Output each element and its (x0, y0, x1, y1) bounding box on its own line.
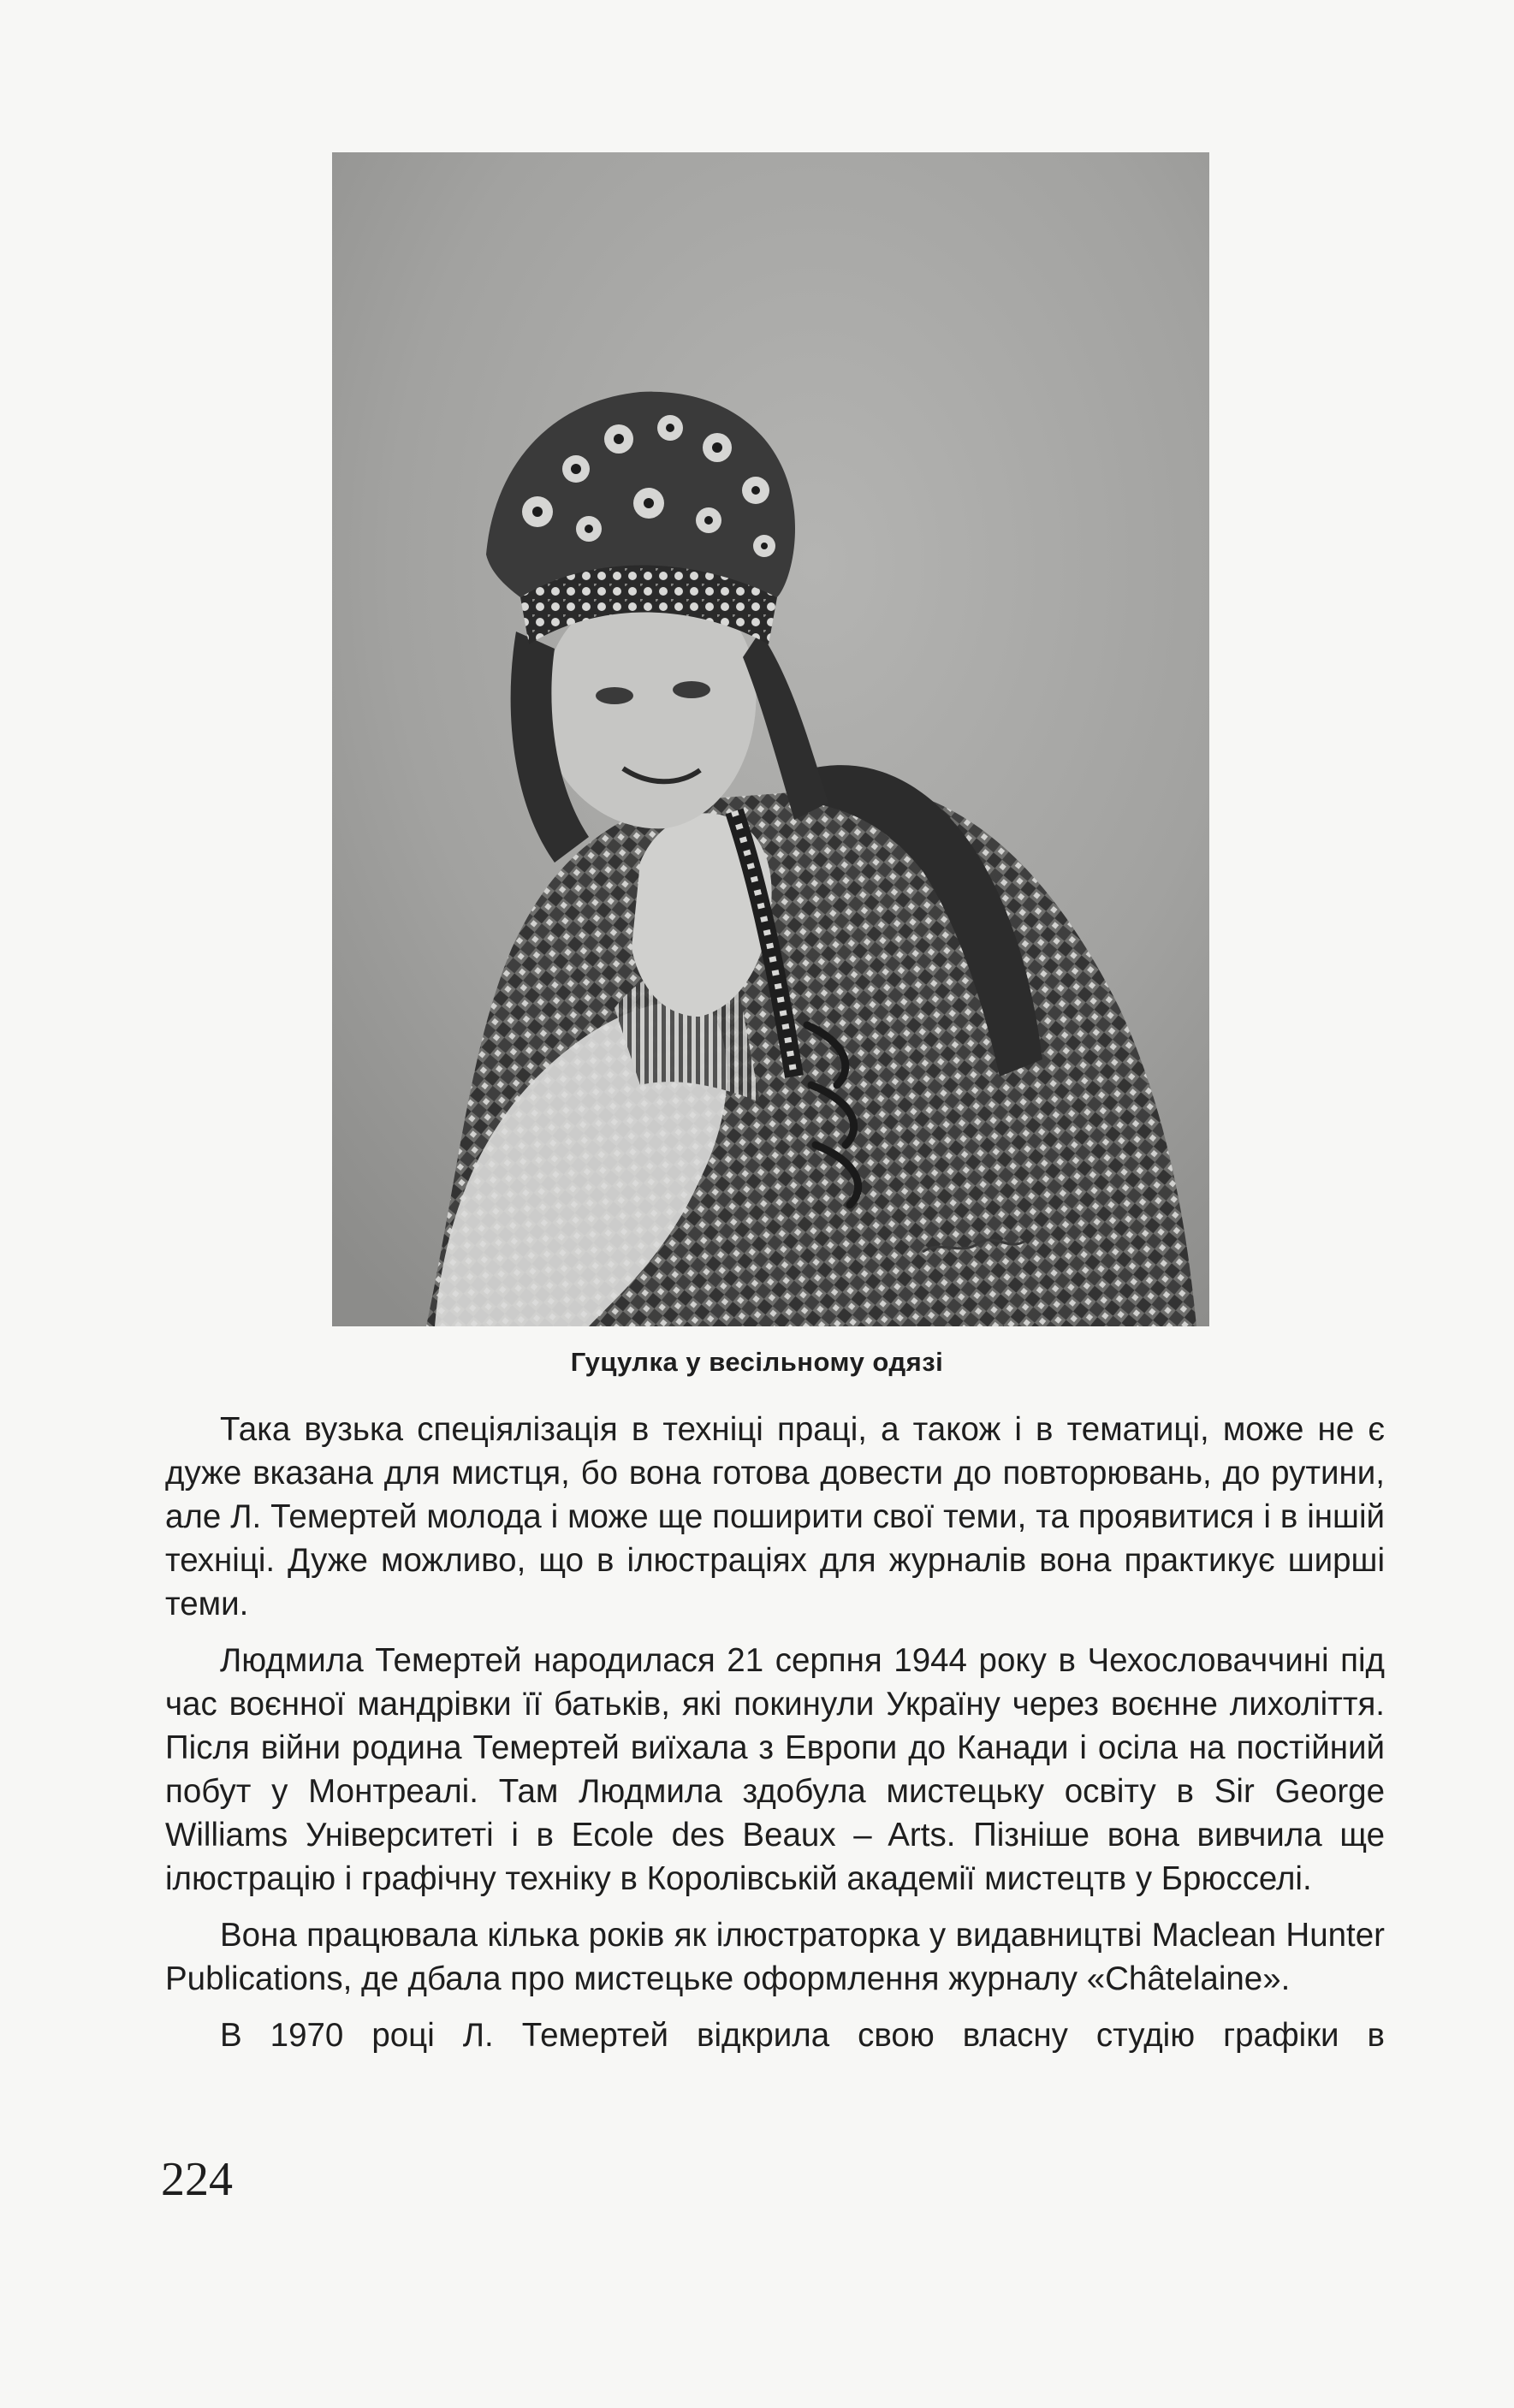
paragraph: Вона працювала кілька років як ілюстраторка у видавництві Maclean Hunter Publications, де дбала про мистецьке оформлення журналу «Châtelaine». (165, 1917, 1385, 1997)
illustration-plate (332, 152, 1209, 1326)
paragraph: Людмила Темертей народилася 21 серпня 1944 року в Чехословаччині під час воєнної мандрівки її батьків, які покинули Україну через воєнне лихоліття. Після війни родина Темертей виїхала з Европи до Канади і осіла на постійний побут у Монтреалі. Там Людмила здобула мистецьку освіту в Sir George Williams Університеті і в Ecole des Beaux – Arts. Пізніше вона вивчила ще ілюстрацію і графічну техніку в Королівській академії мистецтв у Брюсселі. (165, 1642, 1385, 1897)
hutsul-woman-portrait-image (332, 152, 1209, 1326)
paragraph: Така вузька спеціялізація в техніці праці, а також і в тематиці, може не є дуже вказана для мистця, бо вона готова довести до повторювань, до рутини, але Л. Темертей молода і може ще поширити свої теми, та проявитися і в іншій техніці. Дуже можливо, що в ілюстраціях для журналів вона практикує ширші теми. (165, 1411, 1385, 1622)
page-number: 224 (161, 2153, 233, 2206)
figure-caption: Гуцулка у весільному одязі (570, 1347, 944, 1377)
paragraph: В 1970 році Л. Темертей відкрила свою власну студію графіки в (220, 2017, 1385, 2054)
article-body (165, 1408, 1385, 2070)
